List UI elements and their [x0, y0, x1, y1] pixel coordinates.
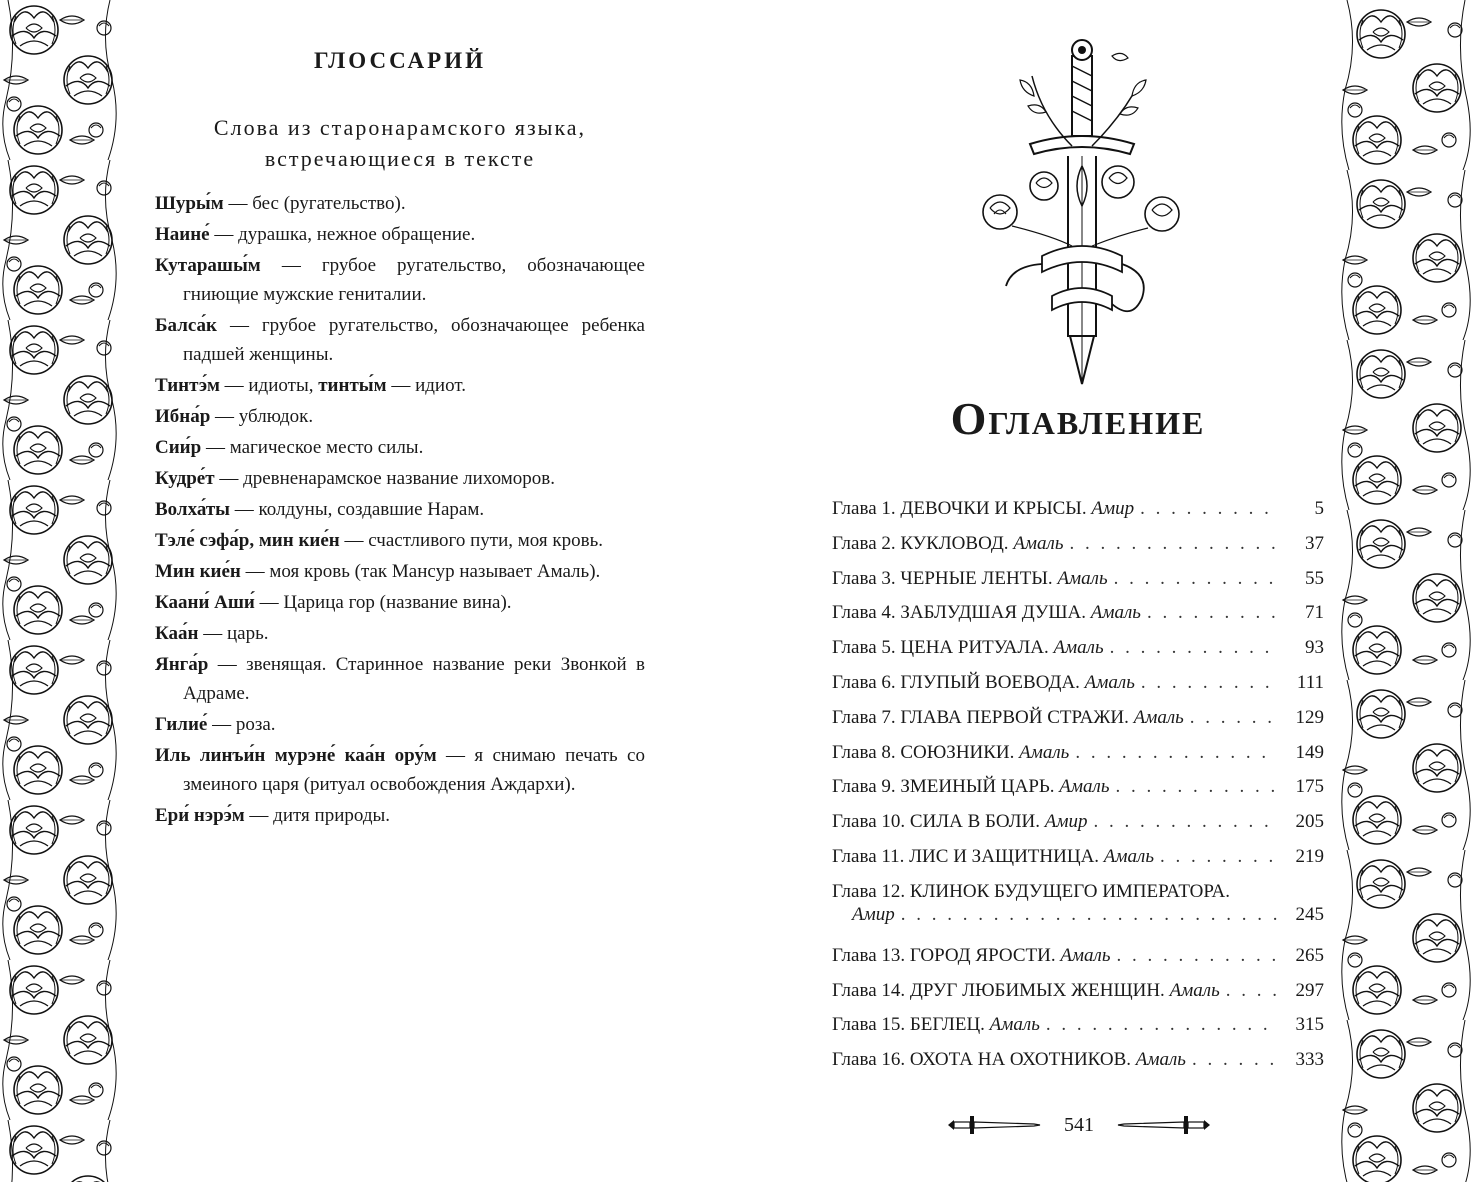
toc-narrator: Амир	[852, 903, 895, 925]
toc-chapter-label: Глава 13. ГОРОД ЯРОСТИ.	[832, 944, 1056, 966]
toc-chapter-text	[832, 672, 1135, 694]
toc-entry[interactable]	[832, 846, 1324, 881]
toc-chapter-text	[832, 707, 1184, 729]
toc-narrator: Амаль	[1133, 706, 1184, 728]
toc-narrator: Амаль	[1057, 567, 1108, 589]
toc-leader-dots	[1075, 742, 1278, 764]
glossary-entry	[155, 619, 645, 648]
glossary-term: Кудре́т	[155, 468, 215, 489]
toc-leader-dots	[1114, 568, 1278, 590]
toc-chapter-text	[832, 1014, 1040, 1036]
toc-leader-dots	[1147, 602, 1278, 624]
toc-leader-dots	[1226, 980, 1278, 1002]
glossary-definition: — царь.	[198, 623, 269, 644]
toc-page-number: 111	[1296, 671, 1324, 693]
glossary-subtitle	[155, 112, 645, 174]
toc-chapter-label: Глава 12. КЛИНОК БУДУЩЕГО ИМПЕРАТОРА.	[832, 880, 1231, 902]
dagger-rose-emblem-icon	[972, 36, 1192, 386]
glossary-term: Сии́р	[155, 437, 202, 458]
toc-leader-dots	[1069, 533, 1278, 555]
toc-chapter-text	[832, 1049, 1186, 1071]
toc-title: Оглавление	[950, 393, 1206, 444]
toc-chapter-text	[832, 846, 1154, 868]
glossary-definition: — грубое ругательство, обозначающее ребенка падшей женщины.	[183, 315, 645, 365]
glossary-entry	[155, 371, 645, 400]
glossary-term: Тинтэ́м	[155, 375, 220, 396]
toc-page-number: 175	[1295, 776, 1324, 798]
glossary-term: Балса́к	[155, 315, 218, 336]
glossary-definition: — дурашка, нежное обращение.	[209, 224, 476, 245]
toc-entry[interactable]	[832, 707, 1324, 742]
toc-chapter-label: Глава 10. СИЛА В БОЛИ.	[832, 811, 1040, 833]
toc-chapter-label: Глава 3. ЧЕРНЫЕ ЛЕНТЫ.	[832, 567, 1053, 589]
glossary-entry	[155, 801, 645, 830]
toc-narrator: Амаль	[1135, 1049, 1186, 1071]
toc-page-number: 297	[1295, 979, 1324, 1001]
toc-chapter-label: Глава 6. ГЛУПЫЙ ВОЕВОДА.	[832, 671, 1080, 693]
toc-leader-dots	[1192, 1049, 1278, 1071]
toc-chapter-text	[832, 811, 1087, 833]
toc-narrator: Амаль	[989, 1014, 1040, 1036]
toc-chapter-label: Глава 5. ЦЕНА РИТУАЛА.	[832, 637, 1049, 659]
floral-border-right	[1337, 0, 1477, 1182]
glossary-entry	[155, 220, 645, 249]
glossary-term: Волха́ты	[155, 499, 231, 520]
toc-page-number: 315	[1295, 1014, 1324, 1036]
toc-page-number: 149	[1295, 741, 1324, 763]
glossary-definition: — счастливого пути, моя кровь.	[339, 530, 604, 551]
glossary-term: Ибна́р	[155, 406, 211, 427]
toc-chapter-text	[832, 945, 1111, 967]
toc-entry[interactable]	[832, 881, 1324, 945]
toc-page-number: 245	[1295, 903, 1324, 925]
glossary-term: Шуры́м	[155, 193, 224, 214]
glossary-term: Ери́ нэрэ́м	[155, 805, 245, 826]
glossary-entry	[155, 526, 645, 555]
floral-border-left	[0, 0, 125, 1182]
toc-chapter-label: Глава 14. ДРУГ ЛЮБИМЫХ ЖЕНЩИН.	[832, 979, 1165, 1001]
glossary-definition: — колдуны, создавшие Нарам.	[230, 499, 485, 520]
toc-entry[interactable]	[832, 602, 1324, 637]
toc-entry[interactable]	[832, 498, 1324, 533]
toc-narrator: Амаль	[1013, 532, 1064, 554]
toc-chapter-label: Глава 1. ДЕВОЧКИ И КРЫСЫ.	[832, 498, 1087, 519]
toc-chapter-text	[832, 533, 1063, 555]
glossary-entry	[155, 402, 645, 431]
glossary-definition: — магическое место силы.	[201, 437, 424, 458]
toc-entry[interactable]	[832, 742, 1324, 777]
glossary-term: Янга́р	[155, 654, 209, 675]
toc-entry[interactable]	[832, 1014, 1324, 1049]
glossary-entry	[155, 251, 645, 309]
toc-page-number: 129	[1295, 706, 1324, 728]
glossary-definition: — бес (ругательство).	[223, 193, 406, 214]
toc-entry[interactable]	[832, 945, 1324, 980]
toc-leader-dots	[901, 904, 1278, 926]
toc-leader-dots	[1110, 637, 1278, 659]
glossary-definition: — дитя природы.	[244, 805, 391, 826]
toc-leader-dots	[1046, 1014, 1278, 1036]
glossary-entry	[155, 433, 645, 462]
toc-entry[interactable]	[832, 672, 1324, 707]
toc-leader-dots	[1115, 776, 1278, 798]
glossary-entry	[155, 495, 645, 524]
toc-entry[interactable]	[832, 811, 1324, 846]
glossary-definition: — древненарамское название лихоморов.	[214, 468, 555, 489]
glossary-term: Каа́н	[155, 623, 199, 644]
toc-chapter-text	[832, 742, 1069, 764]
glossary-entry	[155, 311, 645, 369]
toc-page-number: 5	[1314, 498, 1324, 519]
dagger-icon	[944, 1112, 1042, 1138]
page-footer	[944, 1108, 1214, 1142]
glossary-term: Иль линъи́н мурэне́ каа́н ору́м	[155, 745, 437, 766]
toc-page-number: 37	[1305, 532, 1324, 554]
toc-entry[interactable]	[832, 776, 1324, 811]
toc-chapter-label: Глава 11. ЛИС И ЗАЩИТНИЦА.	[832, 845, 1100, 867]
glossary-entry	[155, 710, 645, 739]
toc-chapter-text	[832, 568, 1108, 590]
toc-chapter-label: Глава 2. КУКЛОВОД.	[832, 532, 1009, 554]
glossary-page	[155, 0, 645, 1182]
toc-leader-dots	[1140, 498, 1278, 520]
toc-chapter-label: Глава 16. ОХОТА НА ОХОТНИКОВ.	[832, 1049, 1132, 1071]
glossary-subtitle-line: встречающиеся в тексте	[264, 146, 536, 171]
toc-narrator: Амир	[1091, 498, 1135, 519]
toc-narrator: Амаль	[1103, 845, 1154, 867]
toc-page	[832, 0, 1324, 1182]
glossary-term: Каани́ Аши́	[155, 592, 255, 613]
toc-chapter-label: Глава 8. СОЮЗНИКИ.	[832, 741, 1015, 763]
toc-leader-dots	[1190, 707, 1278, 729]
toc-entry-continuation	[832, 904, 1324, 926]
toc-page-number: 71	[1305, 602, 1324, 624]
toc-leader-dots	[1093, 811, 1278, 833]
glossary-definition: — моя кровь (так Мансур называет Амаль).	[240, 561, 601, 582]
toc-chapter-label: Глава 4. ЗАБЛУДШАЯ ДУША.	[832, 602, 1087, 624]
toc-narrator: Амаль	[1090, 602, 1141, 624]
toc-narrator: Амаль	[1060, 944, 1111, 966]
toc-leader-dots	[1141, 672, 1278, 694]
glossary-definition: — Царица гор (название вина).	[254, 592, 512, 613]
toc-entry[interactable]	[832, 568, 1324, 603]
glossary-definition: — звенящая. Старинное название реки Звонкой в Адраме.	[183, 654, 645, 704]
toc-chapter-text	[832, 980, 1220, 1002]
glossary-definition: — идиоты,	[219, 375, 319, 396]
glossary-definition: — идиот.	[386, 375, 466, 396]
glossary-term: тинты́м	[318, 375, 387, 396]
toc-chapter-text	[832, 498, 1134, 520]
toc-page-number: 333	[1295, 1049, 1324, 1071]
dagger-icon	[1116, 1112, 1214, 1138]
toc-chapter-text	[832, 776, 1109, 798]
toc-leader-dots	[1117, 945, 1279, 967]
glossary-entry	[155, 741, 645, 799]
toc-narrator: Амир	[1044, 811, 1088, 833]
glossary-definition: — роза.	[207, 714, 276, 735]
toc-entry[interactable]	[832, 533, 1324, 568]
toc-chapter-label: Глава 7. ГЛАВА ПЕРВОЙ СТРАЖИ.	[832, 706, 1129, 728]
toc-entry[interactable]	[832, 1049, 1324, 1084]
glossary-term: Тэле́ сэфа́р, мин кие́н	[155, 530, 340, 551]
glossary-entry	[155, 588, 645, 617]
toc-narrator: Амаль	[1084, 671, 1135, 693]
glossary-entry	[155, 557, 645, 586]
glossary-entry	[155, 650, 645, 708]
glossary-definition: — грубое ругательство, обозначающее гниющие мужские гениталии.	[183, 255, 645, 305]
toc-list	[832, 498, 1324, 1084]
toc-entry[interactable]	[832, 980, 1324, 1015]
toc-narrator: Амаль	[1053, 637, 1104, 659]
floral-pattern-icon	[0, 0, 125, 1182]
glossary-term: Наине́	[155, 224, 210, 245]
toc-page-number: 205	[1295, 811, 1324, 833]
toc-chapter-label: Глава 9. ЗМЕИНЫЙ ЦАРЬ.	[832, 776, 1055, 798]
glossary-entry	[155, 464, 645, 493]
glossary-heading: ГЛОССАРИЙ	[314, 48, 486, 73]
toc-chapter-text	[832, 637, 1104, 659]
toc-page-number: 93	[1305, 637, 1324, 659]
toc-chapter-label: Глава 15. БЕГЛЕЦ.	[832, 1014, 985, 1036]
glossary-term: Гилие́	[155, 714, 208, 735]
glossary-list	[155, 189, 645, 832]
toc-narrator: Амаль	[1169, 979, 1220, 1001]
glossary-term: Мин кие́н	[155, 561, 241, 582]
glossary-subtitle-line: Слова из старонарамского языка,	[213, 115, 587, 140]
toc-leader-dots	[1160, 846, 1278, 868]
floral-pattern-icon	[1337, 0, 1477, 1182]
page-number: 541	[1064, 1113, 1094, 1136]
toc-narrator: Амаль	[1019, 741, 1070, 763]
toc-page-number: 219	[1295, 845, 1324, 867]
glossary-entry	[155, 189, 645, 218]
toc-page-number: 265	[1295, 944, 1324, 966]
toc-narrator: Амаль	[1059, 776, 1110, 798]
toc-chapter-text	[832, 602, 1141, 624]
glossary-definition: — ублюдок.	[210, 406, 314, 427]
glossary-term: Кутарашы́м	[155, 255, 261, 276]
glossary-definition: — я снимаю печать со змеиного царя (ритуал освобождения Аждархи).	[183, 745, 645, 795]
toc-page-number: 55	[1305, 567, 1324, 589]
toc-entry[interactable]	[832, 637, 1324, 672]
